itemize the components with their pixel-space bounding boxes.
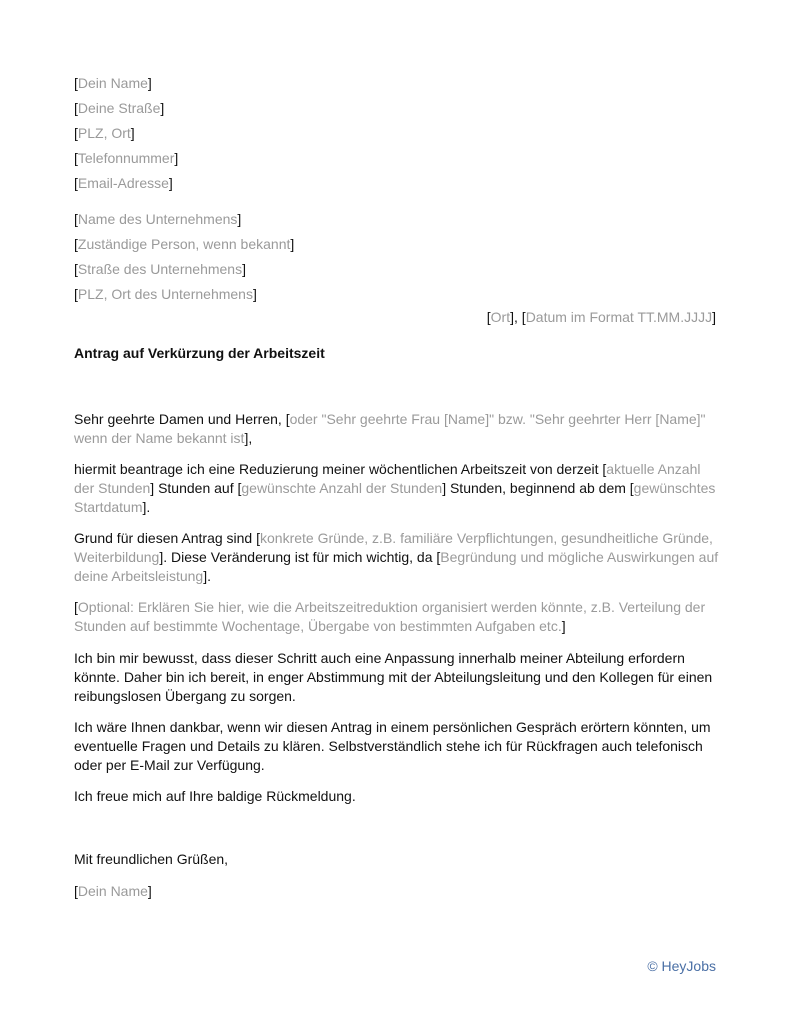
body-text: hiermit beantrage ich eine Reduzierung meiner wöchentlichen Arbeitszeit von derzeit [74,461,603,477]
placeholder-text: Telefonnummer [77,150,175,166]
signature: [Dein Name] [74,883,152,899]
placeholder-text: gewünschte Anzahl der Stunden [241,480,443,496]
body-text: Grund für diesen Antrag sind [74,530,257,546]
letter-subject: Antrag auf Verkürzung der Arbeitszeit [74,345,325,361]
placeholder-text: Dein Name [77,75,148,91]
placeholder-text: aktuelle Anzahl der Stunden [74,461,701,496]
placeholder-text: Zuständige Person, wenn bekannt [77,236,291,252]
salutation-end: , [248,430,253,446]
paragraph-optional: [Optional: Erklären Sie hier, wie die Arbeitszeitreduktion organisiert werden könnte, z.B. Verteilung der Stunden auf bestimmte Wochentage, Übergabe von bestimmten Aufgaben etc.] [74,599,706,634]
placeholder-text: gewünschtes Startdatum [74,480,716,515]
recipient-person: [Zuständige Person, wenn bekannt] [74,236,295,252]
salutation: Sehr geehrte Damen und Herren, [oder "Sehr geehrte Frau [Name]" bzw. "Sehr geehrter Herr [Name]" wenn der Name bekannt ist], [74,411,706,446]
paragraph-meeting: Ich wäre Ihnen dankbar, wenn wir diesen Antrag in einem persönlichen Gespräch erörtern könnten, um eventuelle Fragen und Details zu klären. Selbstverständlich stehe ich für Rückfragen auch telefonisch oder per E-Mail zur Verfügung. [74,719,711,773]
placeholder-text: Optional: Erklären Sie hier, wie die Arbeitszeitreduktion organisiert werden könnte, z.B. Verteilung der Stunden auf bestimmte Wochentage, Übergabe von bestimmten Aufgaben etc. [74,599,706,634]
body-text: Stunden auf [154,480,238,496]
placeholder-text: oder "Sehr geehrte Frau [Name]" bzw. "Sehr geehrter Herr [Name]" wenn der Name bekannt ist [74,411,706,446]
placeholder-text: Email-Adresse [77,175,169,191]
paragraph-adjustment: Ich bin mir bewusst, dass dieser Schritt auch eine Anpassung innerhalb meiner Abteilung erfordern könnte. Daher bin ich bereit, in enger Abstimmung mit der Abteilungsleitung und den Kollegen für einen reibungslosen Übergang zu sorgen. [74,650,713,704]
paragraph-closing-remark: Ich freue mich auf Ihre baldige Rückmeldung. [74,788,356,804]
paragraph-reason: Grund für diesen Antrag sind [konkrete Gründe, z.B. familiäre Verpflichtungen, gesundheitliche Gründe, Weiterbildung]. Diese Veränderung ist für mich wichtig, da [Begründung und mögliche Auswirkungen auf deine Arbeitsleistung]. [74,530,719,584]
body-text: Stunden, beginnend ab dem [446,480,630,496]
placeholder-text: konkrete Gründe, z.B. familiäre Verpflichtungen, gesundheitliche Gründe, Weiterbildung [74,530,713,565]
body-text: . Diese Veränderung ist für mich wichtig, da [163,549,437,565]
placeholder-text: Straße des Unternehmens [77,261,243,277]
sender-email: [Email-Adresse] [74,175,173,191]
placeholder-text: PLZ, Ort des Unternehmens [77,286,253,302]
sender-street: [Deine Straße] [74,100,165,116]
sender-city: [PLZ, Ort] [74,125,135,141]
placeholder-text: Begründung und mögliche Auswirkungen auf deine Arbeitsleistung [74,549,719,584]
recipient-company: [Name des Unternehmens] [74,211,242,227]
placeholder-text: Name des Unternehmens [77,211,238,227]
recipient-city: [PLZ, Ort des Unternehmens] [74,286,257,302]
place-placeholder: Ort [490,309,511,325]
sender-name: [Dein Name] [74,75,152,91]
closing: Mit freundlichen Grüßen, [74,851,229,867]
body-text: . [207,568,211,584]
placeholder-text: PLZ, Ort [77,125,131,141]
paragraph-request: hiermit beantrage ich eine Reduzierung meiner wöchentlichen Arbeitszeit von derzeit [aktuelle Anzahl der Stunden] Stunden auf [gewünschte Anzahl der Stunden] Stunden, beginnend ab dem [gewünschtes Startdatum]. [74,461,716,515]
place-date-line: [Ort], [Datum im Format TT.MM.JJJJ] [486,309,716,325]
placeholder-text: Deine Straße [77,100,161,116]
placeholder-text: Dein Name [77,883,148,899]
date-placeholder: Datum im Format TT.MM.JJJJ [525,309,713,325]
body-text: . [146,499,151,515]
copyright-footer: © HeyJobs [647,958,716,974]
separator: , [514,309,522,325]
salutation-text: Sehr geehrte Damen und Herren, [74,411,286,427]
sender-phone: [Telefonnummer] [74,150,179,166]
recipient-street: [Straße des Unternehmens] [74,261,246,277]
